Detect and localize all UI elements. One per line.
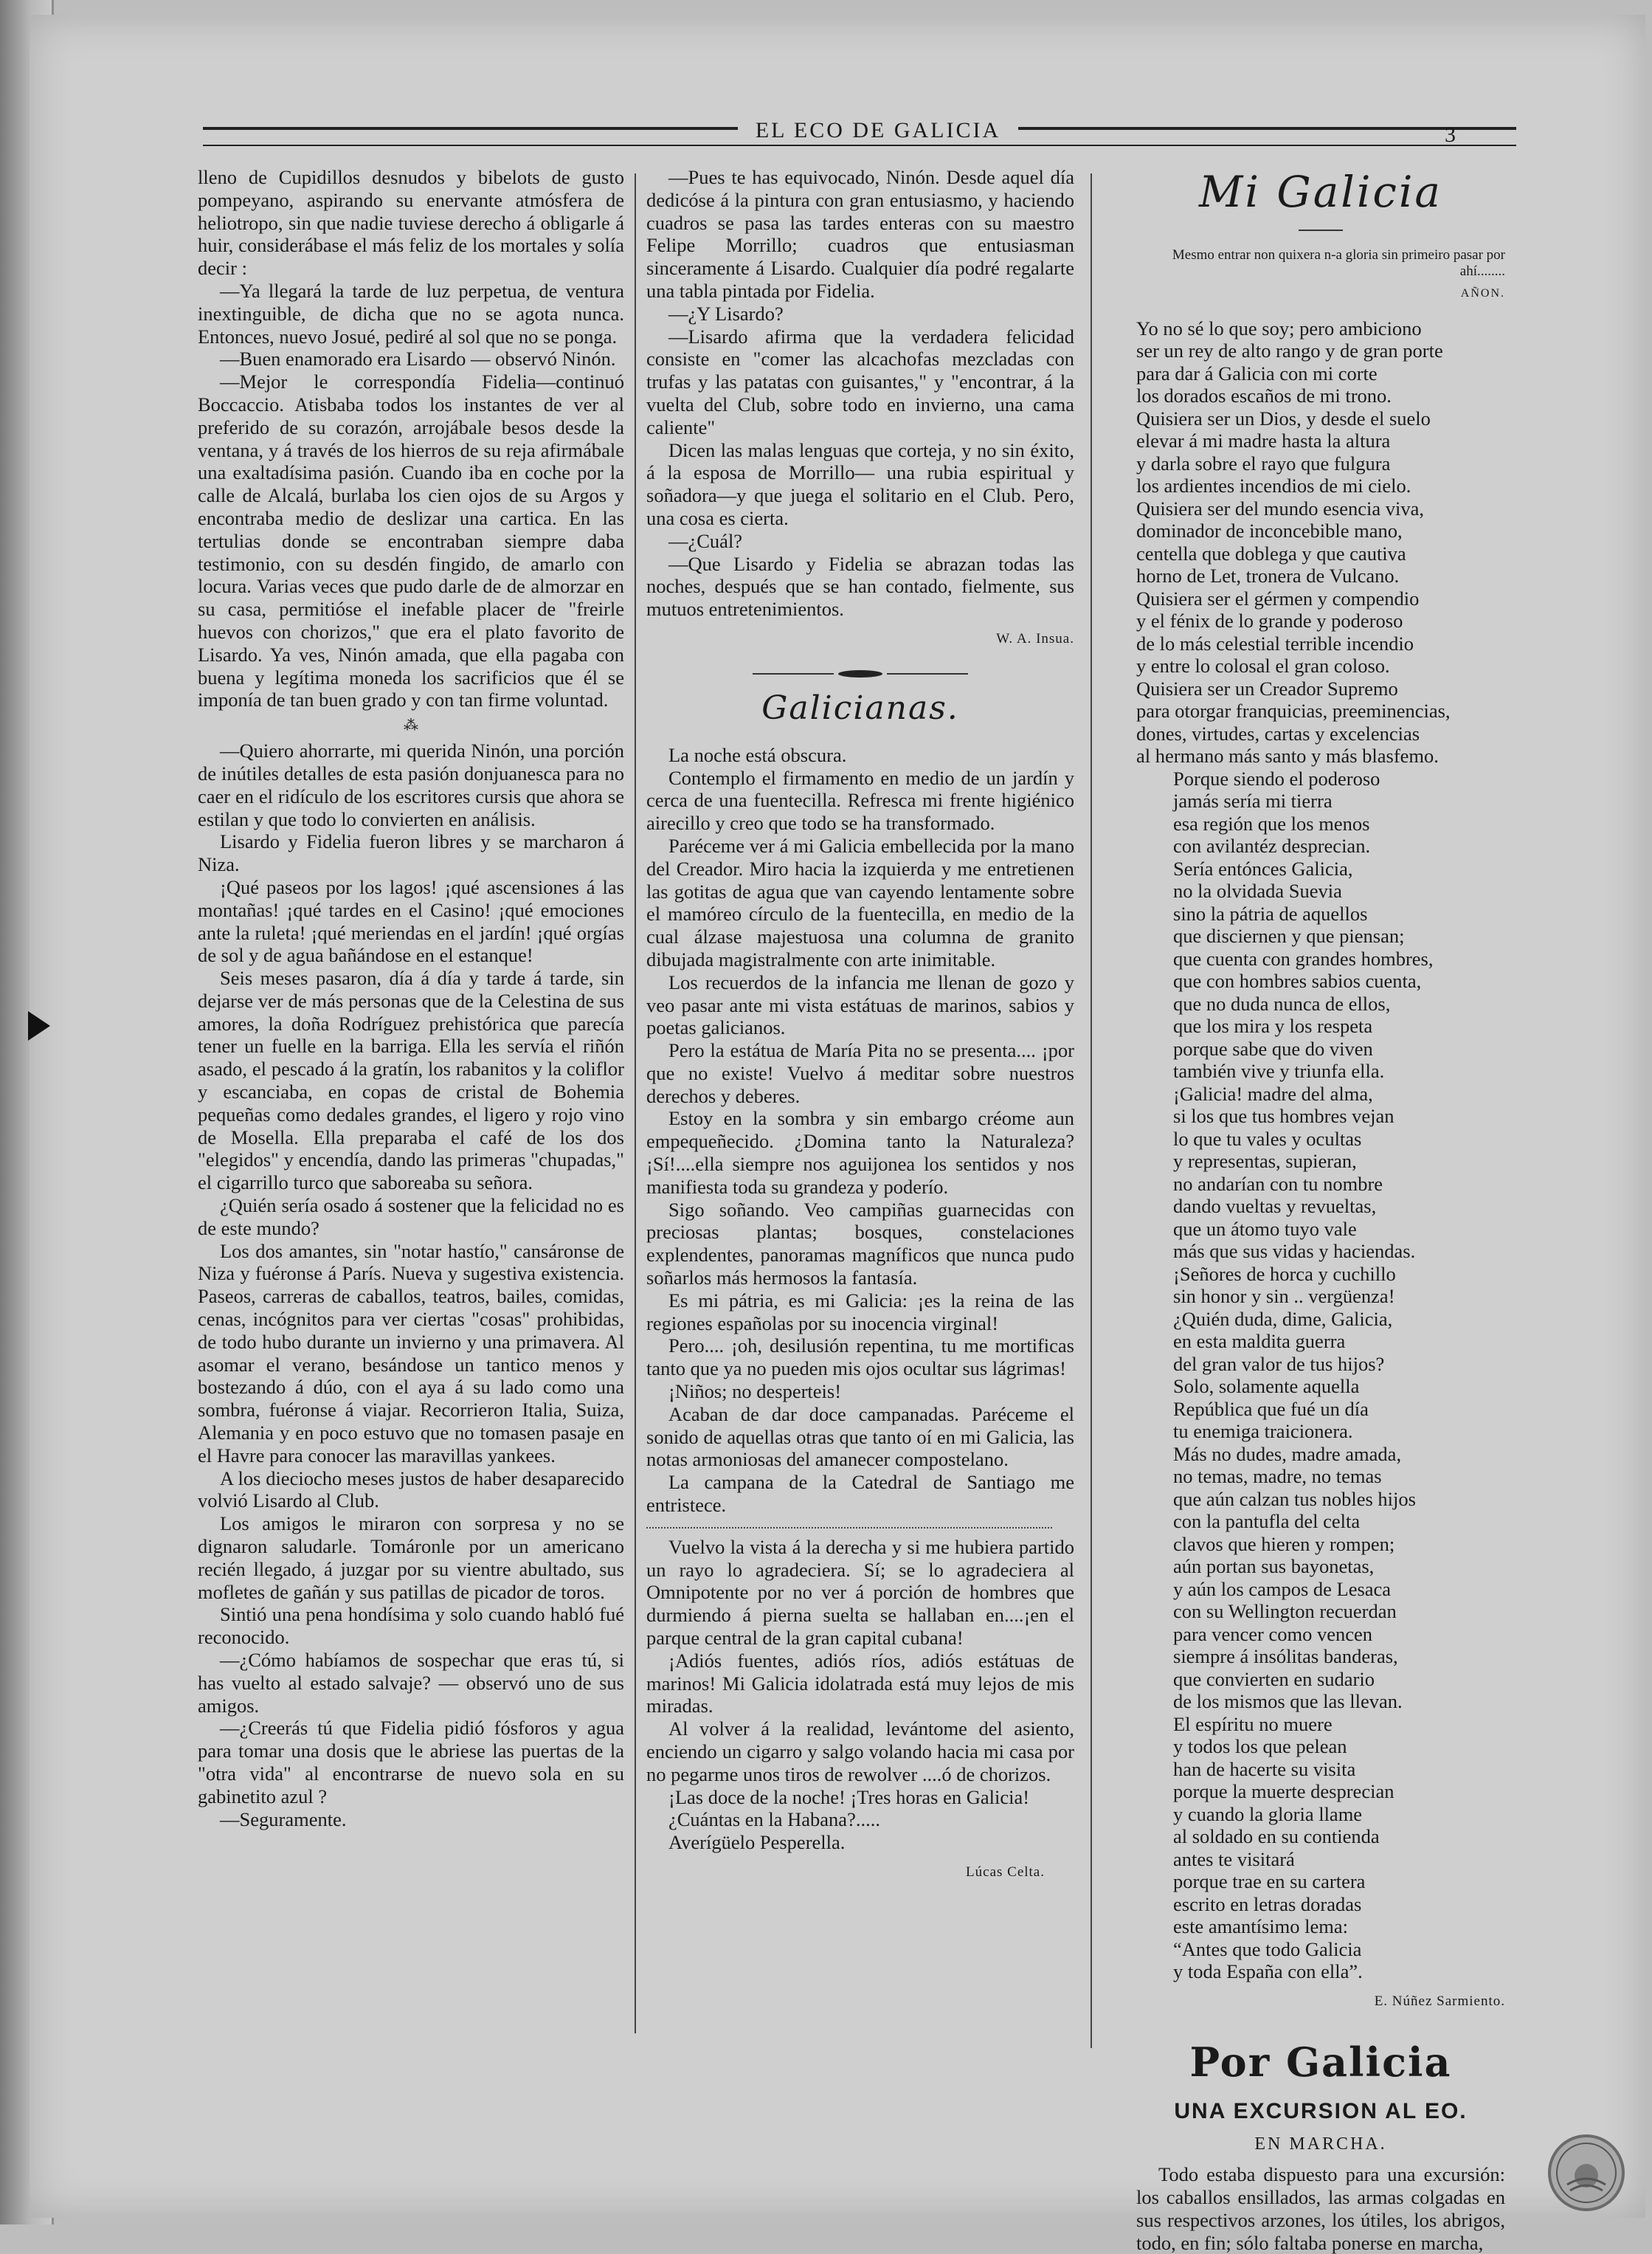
- verse-line: El espíritu no muere: [1173, 1712, 1333, 1735]
- paragraph: Seis meses pasaron, día á día y tarde á tarde, sin dejarse ver de más personas que de la Celestina de sus amores, la doña Rodríguez prehistórica que parecía tener un fuelle en la barriga. Ella les servía el riñón asado, el pescado á la gratín, los rabanitos y la coliflor y escanciaba, en copas de cristal de Bohemia pequeñas como dedales grandes, el ligero y rojo vino de Mosella. Ella preparaba el café de los dos "elegidos" y encendía, dando las primeras "chupadas," el cigarrillo turco que saboreaba su señora.: [198, 967, 624, 1194]
- verse-line: tu enemiga traicionera.: [1173, 1420, 1353, 1443]
- verse-line: han de hacerte su visita: [1173, 1757, 1356, 1780]
- paragraph: Pero.... ¡oh, desilusión repentina, tu me mortificas tanto que ya no pueden mis ojos ocultar sus lágrimas!: [646, 1334, 1074, 1380]
- verse-line: dando vueltas y revueltas,: [1173, 1195, 1377, 1218]
- short-rule: [1299, 230, 1343, 231]
- column-rule-1: [635, 173, 636, 2033]
- verse-line: Más no dudes, madre amada,: [1173, 1442, 1402, 1465]
- verse-line: jamás sería mi tierra: [1173, 790, 1333, 813]
- verse-line: “Antes que todo Galicia: [1173, 1937, 1362, 1960]
- verse-line: ¡Galicia! madre del alma,: [1173, 1082, 1373, 1105]
- verse-line: también vive y triunfa ella.: [1173, 1060, 1385, 1083]
- verse-line: con la pantufla del celta: [1173, 1510, 1361, 1533]
- section-title-galicianas: Galicianas.: [761, 689, 959, 727]
- verse-line: al hermano más santo y más blasfemo.: [1136, 745, 1439, 768]
- verse-line: que disciernen y que piensan;: [1173, 925, 1405, 948]
- paragraph: —Buen enamorado era Lisardo — observó Ninón.: [220, 348, 616, 371]
- paragraph: La noche está obscura.: [668, 743, 847, 766]
- ornament-divider: [646, 670, 1074, 678]
- poem-verses-1: [1136, 317, 1505, 768]
- paragraph: Contemplo el firmamento en medio de un jardín y cerca de una fuentecilla. Refresca mi frente higiénico airecillo y creo que todo se ha transformado.: [646, 766, 1074, 835]
- verse-line: más que sus vidas y haciendas.: [1173, 1240, 1416, 1263]
- verse-line: sin honor y sin .. vergüenza!: [1173, 1285, 1395, 1308]
- paragraph: —Pues te has equivocado, Ninón. Desde aquel día dedicóse á la pintura con gran entusiasmo, y haciendo cuadros se pasa las tardes enteras con su maestro Felipe Morrillo; cuadros que entusiasman sinceramente á Lisardo. Cualquier día podré regalarte una tabla pintada por Fidelia.: [646, 166, 1074, 302]
- verse-line: del gran valor de tus hijos?: [1173, 1352, 1385, 1375]
- col2-paragraphs-3: [646, 1536, 1074, 1854]
- section-stars: ⁂: [404, 717, 418, 734]
- verse-line: con su Wellington recuerdan: [1173, 1600, 1397, 1623]
- paragraph: Es mi pátria, es mi Galicia: ¡es la reina de las regiones españolas por su inocencia virginal!: [646, 1289, 1074, 1334]
- verse-line: sino la pátria de aquellos: [1173, 902, 1368, 925]
- verse-line: si los que tus hombres vejan: [1173, 1105, 1394, 1128]
- verse-line: que cuenta con grandes hombres,: [1173, 947, 1434, 970]
- masthead-title: EL ECO DE GALICIA: [738, 118, 1018, 143]
- paragraph: ¡Las doce de la noche! ¡Tres horas en Galicia!: [668, 1785, 1030, 1808]
- epigraph: Mesmo entrar non quixera n-a gloria sin primeiro pasar por ahí........: [1172, 247, 1505, 279]
- col2-paragraphs-2: [646, 744, 1074, 1517]
- verse-line: elevar á mi madre hasta la altura: [1136, 430, 1391, 452]
- paragraph: Acaban de dar doce campanadas. Paréceme el sonido de aquellas otras que tanto oí en mi Galicia, las notas armoniosas del amanecer compostelano.: [646, 1402, 1074, 1471]
- column-1: [198, 166, 624, 1830]
- paragraph: Pero la estátua de María Pita no se presenta.... ¡por que no existe! Vuelvo á meditar sobre nuestros derechos y deberes.: [646, 1039, 1074, 1107]
- verse-line: centella que doblega y que cautiva: [1136, 542, 1406, 565]
- verse-line: ¿Quién duda, dime, Galicia,: [1173, 1307, 1393, 1330]
- verse-line: de los mismos que las llevan.: [1173, 1690, 1403, 1713]
- verse-line: para dar á Galicia con mi corte: [1136, 362, 1378, 385]
- signature-lucas-celta: Lúcas Celta.: [966, 1864, 1045, 1880]
- verse-line: República que fué un día: [1173, 1397, 1369, 1420]
- verse-line: que con hombres sabios cuenta,: [1173, 970, 1422, 993]
- paragraph: —Ya llegará la tarde de luz perpetua, de ventura inextinguible, de dicha que no se agota nunca. Entonces, nuevo Josué, pediré al sol que no se ponga.: [198, 279, 624, 348]
- poem-title-mi-galicia: Mi Galicia: [1199, 167, 1442, 217]
- col1-paragraphs: [198, 166, 624, 711]
- paragraph: Sintió una pena hondísima y solo cuando habló fué reconocido.: [198, 1603, 624, 1649]
- paragraph: Vuelvo la vista á la derecha y si me hubiera partido un rayo lo agradeciera. Sí; se lo agradeciera al Omnipotente por no ver á porción de hombres que durmiendo á pierna suelta se hallaban en....¡en el parque central de la gran capital cubana!: [646, 1535, 1074, 1650]
- paragraph: ¿Cuántas en la Habana?.....: [668, 1808, 880, 1831]
- poem-verses-2: [1136, 768, 1505, 1983]
- article-section-heading: EN MARCHA.: [1254, 2134, 1387, 2154]
- verse-line: Quisiera ser un Dios, y desde el suelo: [1136, 407, 1431, 430]
- verse-line: Quisiera ser un Creador Supremo: [1136, 677, 1398, 700]
- verse-line: ser un rey de alto rango y de gran porte: [1136, 340, 1443, 362]
- verse-line: y cuando la gloria llame: [1173, 1802, 1363, 1825]
- verse-line: lo que tu vales y ocultas: [1173, 1127, 1362, 1150]
- verse-line: que los mira y los respeta: [1173, 1015, 1373, 1038]
- verse-line: los ardientes incendios de mi cielo.: [1136, 475, 1411, 497]
- verse-line: siempre á insólitas banderas,: [1173, 1645, 1398, 1668]
- paragraph: ¿Quién sería osado á sostener que la felicidad no es de este mundo?: [198, 1194, 624, 1239]
- verse-line: clavos que hieren y rompen;: [1173, 1532, 1395, 1555]
- margin-arrow-mark: [28, 1011, 50, 1041]
- verse-line: escrito en letras doradas: [1173, 1892, 1362, 1915]
- verse-line: para otorgar franquicias, preeminencias,: [1136, 700, 1451, 723]
- paragraph: ¡Adiós fuentes, adiós ríos, adiós estátuas de marinos! Mi Galicia idolatrada está muy lejos de mis miradas.: [646, 1649, 1074, 1717]
- epigraph-author: AÑON.: [1460, 287, 1505, 300]
- verse-line: porque la muerte desprecian: [1173, 1780, 1394, 1803]
- paragraph: —Que Lisardo y Fidelia se abrazan todas las noches, después que se han contado, fielmente, sus mutuos entretenimientos.: [646, 552, 1074, 621]
- verse-line: los dorados escaños de mi trono.: [1136, 385, 1392, 407]
- paragraph: Dicen las malas lenguas que corteja, y no sin éxito, á la esposa de Morrillo— una rubia espiritual y soñadora—y que juega el solitario en el Club. Pero, una cosa es cierta.: [646, 438, 1074, 529]
- article-subtitle: UNA EXCURSION AL EO.: [1174, 2098, 1468, 2123]
- verse-line: y entre lo colosal el gran coloso.: [1136, 655, 1390, 678]
- verse-line: aún portan sus bayonetas,: [1173, 1555, 1375, 1578]
- paragraph: Al volver á la realidad, levántome del asiento, enciendo un cigarro y salgo volando hacia mi casa por no pegarme unos tiros de rewolver ....ó de chorizos.: [646, 1717, 1074, 1785]
- column-2: [646, 166, 1074, 1884]
- library-seal-stamp: [1548, 2134, 1625, 2211]
- verse-line: Quisiera ser del mundo esencia viva,: [1136, 497, 1425, 520]
- paragraph: —¿Creerás tú que Fidelia pidió fósforos y agua para tomar una dosis que le abriese las puertas de la "otra vida" al encontrarse de nuevo sola en su gabinetito azul ?: [198, 1717, 624, 1807]
- paragraph: —¿Cuál?: [668, 529, 743, 552]
- verse-line: no la olvidada Suevia: [1173, 880, 1342, 903]
- paragraph: —¿Y Lisardo?: [668, 302, 784, 325]
- header-rule-bottom: [203, 145, 1516, 146]
- verse-line: porque sabe que do viven: [1173, 1037, 1373, 1060]
- column-rule-2: [1091, 173, 1092, 2048]
- verse-line: ¡Señores de horca y cuchillo: [1173, 1262, 1396, 1285]
- verse-line: y todos los que pelean: [1173, 1735, 1347, 1758]
- paragraph: —Lisardo afirma que la verdadera felicidad consiste en "comer las alcachofas mezcladas con trufas y las patatas con guisantes," y "encontrar, á la vuelta del Club, sobre todo en invierno, una cama caliente": [646, 325, 1074, 438]
- paragraph: Lisardo y Fidelia fueron libres y se marcharon á Niza.: [198, 830, 624, 876]
- verse-line: no andarían con tu nombre: [1173, 1172, 1383, 1195]
- paragraph: lleno de Cupidillos desnudos y bibelots de gusto pompeyano, aspirando su enervante atmósfera de heliotropo, sin que nadie tuviese derecho á obligarle á huir, considerábase el más feliz de los mortales y solía decir :: [198, 166, 624, 280]
- verse-line: que un átomo tuyo vale: [1173, 1217, 1357, 1240]
- verse-line: Solo, solamente aquella: [1173, 1375, 1360, 1398]
- paragraph: ¡Niños; no desperteis!: [668, 1380, 842, 1403]
- paragraph: Estoy en la sombra y sin embargo créome aun empequeñecido. ¿Domina tanto la Naturaleza? ¡Sí!....ella siempre nos aguijonea los sentidos y nos manifiesta toda su grandeza y poderío.: [646, 1107, 1074, 1198]
- verse-line: este amantísimo lema:: [1173, 1915, 1348, 1938]
- verse-line: que no duda nunca de ellos,: [1173, 992, 1391, 1015]
- paragraph: A los dieciocho meses justos de haber desaparecido volvió Lisardo al Club.: [198, 1467, 624, 1512]
- verse-line: y aún los campos de Lesaca: [1173, 1577, 1392, 1600]
- signature-insua: W. A. Insua.: [996, 630, 1074, 647]
- paragraph: —Mejor le correspondía Fidelia—continuó Boccaccio. Atisbaba todos los instantes de ver al preferido de su corazón, arrojábale besos desde la ventana, y á través de los hierros de su reja afirmábale una exaltadísima pasión. Cuando iba en coche por la calle de Alcalá, burlaba los cien ojos de su Argos y encontraba medio de deslizar una cartica. En las tertulias donde se encontraban siempre daba testimonio, con su desdén fingido, de amarlo con locura. Varias veces que pudo darle de de almorzar en su casa, permitióse el inefable placer de "freirle huevos con chorizos," que era el plato favorito de Lisardo. Ya ves, Ninón amada, que ella pagaba con buena y legítima moneda los sacrificios que él se imponía de tan buen grado y con tan firme voluntad.: [198, 371, 624, 711]
- verse-line: con avilantéz desprecian.: [1173, 835, 1371, 858]
- verse-line: porque trae en su cartera: [1173, 1870, 1366, 1893]
- paragraph: Averígüelo Pesperella.: [668, 1831, 846, 1854]
- verse-line: que aún calzan tus nobles hijos: [1173, 1487, 1416, 1510]
- col2-paragraphs: [646, 166, 1074, 621]
- paragraph: La campana de la Catedral de Santiago me entristece.: [646, 1471, 1074, 1517]
- verse-line: Yo no sé lo que soy; pero ambiciono: [1136, 317, 1422, 340]
- signature-nunez-sarmiento: E. Núñez Sarmiento.: [1374, 1993, 1505, 2009]
- paragraph: Los amigos le miraron con sorpresa y no se dignaron saludarle. Tomáronle por un americano recién llegado, á juzgar por su vientre abultado, sus mofletes de gañán y sus patillas de picador de toros.: [198, 1512, 624, 1603]
- col1-paragraphs-2: [198, 740, 624, 1830]
- verse-line: y representas, supieran,: [1173, 1150, 1357, 1173]
- paragraph: Sigo soñando. Veo campiñas guarnecidas con preciosas plantas; bosques, constelaciones explendentes, panoramas magníficos que nunca pudo soñarlos más hermosos la fantasía.: [646, 1198, 1074, 1289]
- paragraph: Los dos amantes, sin "notar hastío," cansáronse de Niza y fuéronse á París. Nueva y sugestiva existencia. Paseos, carreras de caballos, teatros, bailes, comidas, cenas, incógnitos para ver ciertas "cosas" prohibidas, de todo hubo durante un invierno y una primavera. Al asomar el verano, besándose un tantico menos y bostezando á dúo, con el aya á su lado como una sombra, fuéronse á viajar. Recorrieron Italia, Suiza, Alemania y en poco estuvo que no tomasen pasaje en el Havre para conocer las maravillas yankees.: [198, 1239, 624, 1467]
- paragraph: —¿Cómo habíamos de sospechar que eras tú, si has vuelto al estado salvaje? — observó uno de sus amigos.: [198, 1649, 624, 1717]
- verse-line: y darla sobre el rayo que fulgura: [1136, 452, 1391, 475]
- page-number: 3: [1445, 123, 1456, 147]
- paragraph: ¡Qué paseos por los lagos! ¡qué ascensiones á las montañas! ¡qué tardes en el Casino! ¡qué emociones ante la ruleta! ¡qué meriendas en el jardín! ¡qué orgías de sol y de agua bañándose en el estanque!: [198, 875, 624, 967]
- paragraph: Los recuerdos de la infancia me llenan de gozo y veo pasar ante mi vista estátuas de marinos, sabios y poetas galicianos.: [646, 971, 1074, 1039]
- verse-line: Sería entónces Galicia,: [1173, 857, 1353, 880]
- verse-line: para vencer como vencen: [1173, 1622, 1372, 1645]
- paragraph: —Quiero ahorrarte, mi querida Ninón, una porción de inútiles detalles de esta pasión donjuanesca para no caer en el ridículo de los escritores cursis que ahora se estilan y que todo lo convierten en análisis.: [198, 740, 624, 830]
- paragraph: Paréceme ver á mi Galicia embellecida por la mano del Creador. Miro hacia la izquierda y me entretienen las gotitas de agua que van cayendo lentamente sobre el mamóreo círculo de la fuentecilla, en medio de la cual álzase majestuosa una columna de granito dibujada magistralmente con arte inimitable.: [646, 834, 1074, 971]
- verse-line: dominador de inconcebible mano,: [1136, 520, 1403, 542]
- verse-line: que convierten en sudario: [1173, 1667, 1375, 1690]
- verse-line: y toda España con ella”.: [1173, 1960, 1363, 1983]
- column-3: [1136, 166, 1505, 2254]
- verse-line: antes te visitará: [1173, 1847, 1295, 1870]
- article-paragraph: Todo estaba dispuesto para una excursión: los caballos ensillados, las armas colgadas en sus respectivos arzones, los útiles, los abrigos, todo, en fin; sólo faltaba ponerse en marcha,: [1136, 2163, 1505, 2254]
- verse-line: Porque siendo el poderoso: [1173, 767, 1380, 790]
- article-title-por-galicia: Por Galicia: [1189, 2038, 1452, 2086]
- paragraph: —Seguramente.: [220, 1807, 347, 1830]
- verse-line: esa región que los menos: [1173, 812, 1370, 835]
- verse-line: Quisiera ser el gérmen y compendio: [1136, 587, 1420, 610]
- verse-line: no temas, madre, no temas: [1173, 1465, 1382, 1488]
- verse-line: en esta maldita guerra: [1173, 1330, 1346, 1353]
- verse-line: horno de Let, tronera de Vulcano.: [1136, 565, 1400, 587]
- verse-line: de lo más celestial terrible incendio: [1136, 632, 1414, 655]
- verse-line: al soldado en su contienda: [1173, 1825, 1380, 1848]
- verse-line: y el fénix de lo grande y poderoso: [1136, 610, 1403, 633]
- dotted-divider: [646, 1527, 1052, 1528]
- verse-line: dones, virtudes, cartas y excelencias: [1136, 722, 1420, 745]
